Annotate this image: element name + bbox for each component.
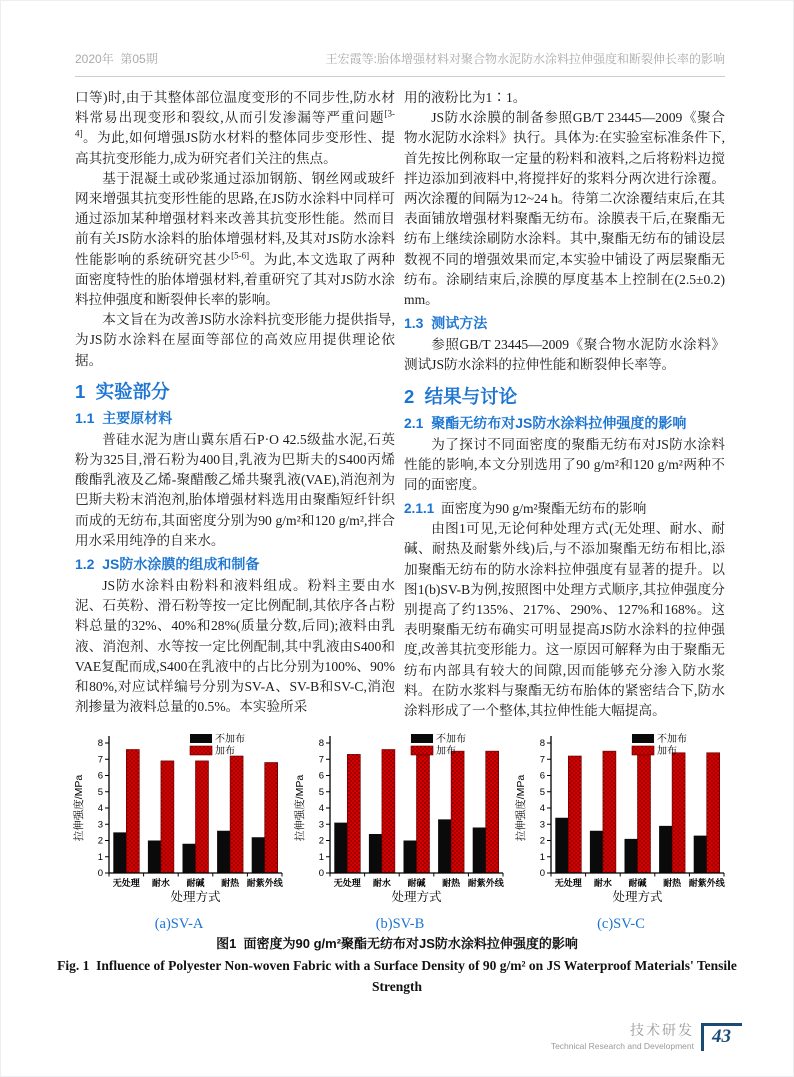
paragraph-materials: 普硅水泥为唐山冀东盾石P·O 42.5级盐水泥,石英粉为325目,滑石粉为400目,乳液为巴斯夫的S400丙烯酸酯乳液及乙烯-聚醋酸乙烯共聚乳液(VAE),消泡剂为巴斯夫粉末消泡剂,胎体增强材料选用由聚酯短纤针织而成的无纺布,其面密度分别为90 g/m²和120 g/m²,拌合用水采用纯净的自来水。	[75, 431, 395, 548]
svg-text:2: 2	[539, 835, 545, 847]
svg-text:耐热: 耐热	[442, 878, 461, 888]
header-running-title: 王宏霞等:胎体增强材料对聚合物水泥防水涂料拉伸强度和断裂伸长率的影响	[325, 52, 725, 66]
citation-ref: [5-6]	[231, 250, 250, 261]
chart-sv-b	[293, 731, 507, 933]
heading-title: 面密度为90 g/m²聚酯无纺布的影响	[434, 501, 647, 517]
chart-subcaption: (a)SV-A	[154, 916, 204, 932]
svg-text:3: 3	[318, 819, 324, 831]
page-number: 43	[701, 1023, 742, 1051]
section-heading-2: 2 结果与讨论	[404, 385, 518, 407]
svg-text:耐紫外线: 耐紫外线	[467, 878, 504, 888]
subsection-heading-1-3: 1.3 测试方法	[404, 315, 488, 332]
paragraph-text: 。为此,本文选取了两种面密度特性的胎体增强材料,着重研究了其对JS防水涂料拉伸强度和断裂伸长率的影响。	[75, 251, 395, 308]
right-column	[404, 88, 725, 721]
chart-sv-a	[72, 731, 286, 933]
svg-text:耐紫外线: 耐紫外线	[246, 878, 283, 888]
svg-text:不加布: 不加布	[657, 734, 687, 745]
svg-text:耐水: 耐水	[151, 878, 170, 888]
svg-text:不加布: 不加布	[436, 734, 466, 745]
chart-subcaption: (b)SV-B	[375, 916, 425, 932]
left-column	[75, 88, 395, 717]
subsubsection-heading-2-1-1	[404, 497, 725, 517]
subsection-heading-1-2: 1.2 JS防水涂膜的组成和制备	[75, 556, 260, 573]
svg-text:耐碱: 耐碱	[186, 878, 205, 888]
paragraph-text: 。为此,如何增强JS防水材料的整体同步变形性、提高其抗变形能力,成为研究者们关注的焦点。	[75, 130, 395, 166]
svg-text:1: 1	[97, 851, 103, 863]
svg-text:加布: 加布	[436, 746, 456, 757]
svg-text:7: 7	[539, 754, 545, 766]
svg-text:加布: 加布	[215, 746, 235, 757]
svg-text:耐碱: 耐碱	[407, 878, 426, 888]
svg-text:7: 7	[318, 754, 324, 766]
svg-text:0: 0	[539, 868, 545, 880]
svg-text:5: 5	[97, 786, 103, 798]
svg-text:1: 1	[539, 851, 545, 863]
figure-caption-english: Fig. 1 Influence of Polyester Non-woven Fabric with a Surface Density of 90 g/m² on JS Waterproof Materials' Tensile Strength	[57, 958, 741, 994]
figure-caption-chinese: 图1 面密度为90 g/m²聚酯无纺布对JS防水涂料拉伸强度的影响	[216, 936, 578, 951]
paragraph-density-intro: 为了探讨不同面密度的聚酯无纺布对JS防水涂料性能的影响,本文分别选用了90 g/m²和120 g/m²两种不同的面密度。	[404, 436, 725, 493]
subsection-heading-2-1: 2.1 聚酯无纺布对JS防水涂料拉伸强度的影响	[404, 414, 687, 431]
footer-section-chinese: 技术研发	[630, 1022, 694, 1038]
paragraph-preparation: JS防水涂膜的制备参照GB/T 23445—2009《聚合物水泥防水涂料》执行。具体为:在实验室标准条件下,首先按比例称取一定量的粉料和液料,之后将粉料边搅拌边添加到液料中,将搅拌好的浆料分两次进行涂覆。两次涂覆的间隔为12~24 h。待第二次涂覆结束后,在其表面铺放增强材料聚酯无纺布。涂膜表干后,在聚酯无纺布上继续涂刷防水涂料。其中,聚酯无纺布的铺设层数视不同的增强效果而定,本实验中铺设了两层聚酯无纺布。涂刷结束后,涂膜的厚度基本上控制在(2.5±0.2) mm。	[404, 110, 725, 308]
svg-text:处理方式: 处理方式	[612, 890, 663, 904]
svg-text:4: 4	[97, 803, 103, 815]
paragraph-intro-3: 本文旨在为改善JS防水涂料抗变形能力提供指导,为JS防水涂料在屋面等部位的高效应用提供理论依据。	[75, 312, 395, 368]
paragraph-intro-1	[75, 88, 395, 169]
svg-text:耐紫外线: 耐紫外线	[688, 878, 725, 888]
paragraph-ratio: 用的液粉比为1∶1。	[404, 90, 527, 105]
svg-text:耐热: 耐热	[663, 878, 682, 888]
svg-text:6: 6	[97, 770, 103, 782]
paragraph-composition: JS防水涂料由粉料和液料组成。粉料主要由水泥、石英粉、滑石粉等按一定比例配制,其依序各占粉料总量的32%、40%和28%(质量分数,后同);液料由乳液、消泡剂、水等按一定比例配制,其中乳液由S400和VAE复配而成,S400在乳液中的占比分别为100%、90%和80%,对应试样编号分别为SV-A、SV-B和SV-C,消泡剂掺量为液料总量的0.5%。本实验所采	[75, 578, 395, 715]
paragraph-text: 基于混凝土或砂浆通过添加钢筋、钢丝网或玻纤网来增强其抗变形性能的思路,在JS防水涂料中同样可通过添加某种增强材料来改善其抗变形性能。然而目前有关JS防水涂料的胎体增强材料,及其对JS防水涂料性能影响的系统研究甚少	[75, 170, 395, 267]
svg-text:无处理: 无处理	[333, 878, 361, 888]
svg-text:4: 4	[539, 803, 545, 815]
svg-text:拉伸强度/MPa: 拉伸强度/MPa	[515, 774, 527, 842]
chart-sv-c	[514, 731, 728, 933]
svg-text:无处理: 无处理	[554, 878, 582, 888]
svg-text:6: 6	[539, 770, 545, 782]
svg-text:2: 2	[97, 835, 103, 847]
svg-text:2: 2	[318, 835, 324, 847]
svg-text:不加布: 不加布	[215, 734, 245, 745]
svg-text:0: 0	[318, 868, 324, 880]
paragraph-test-method: 参照GB/T 23445—2009《聚合物水泥防水涂料》测试JS防水涂料的拉伸性能和断裂伸长率等。	[404, 337, 725, 373]
figure-caption	[57, 933, 741, 998]
svg-text:8: 8	[97, 738, 103, 750]
svg-text:处理方式: 处理方式	[391, 890, 442, 904]
svg-text:拉伸强度/MPa: 拉伸强度/MPa	[294, 774, 306, 842]
svg-text:耐水: 耐水	[372, 878, 391, 888]
citation-ref: [3-4]	[75, 108, 395, 139]
paragraph-text: 口等)时,由于其整体部位温度变形的不同步性,防水材料常易出现变形和裂纹,从而引发渗漏等严重问题	[75, 90, 395, 126]
svg-text:耐热: 耐热	[221, 878, 240, 888]
svg-text:加布: 加布	[657, 746, 677, 757]
footer-section	[551, 1020, 694, 1051]
page-header	[75, 50, 725, 77]
svg-text:0: 0	[97, 868, 103, 880]
paragraph-results: 由图1可见,无论何种处理方式(无处理、耐水、耐碱、耐热及耐紫外线)后,与不添加聚酯无纺布相比,添加聚酯无纺布的防水涂料拉伸强度有显著的提升。以图1(b)SV-B为例,按照图中处理方式顺序,其拉伸强度分别提高了约135%、217%、290%、127%和168%。这表明聚酯无纺布确实可明显提高JS防水涂料的拉伸强度,改善其抗变形能力。这一原因可解释为由于聚酯无纺布内部具有较大的间隙,因而能够充分渗入防水浆料。在防水浆料与聚酯无纺布胎体的紧密结合下,防水涂料形成了一个整体,其拉伸性能大幅提高。	[404, 521, 725, 719]
bar-chart-sv-b	[293, 731, 507, 914]
svg-text:8: 8	[539, 738, 545, 750]
svg-text:4: 4	[318, 803, 324, 815]
svg-text:7: 7	[97, 754, 103, 766]
svg-text:处理方式: 处理方式	[170, 890, 221, 904]
svg-text:8: 8	[318, 738, 324, 750]
bar-chart-sv-c	[514, 731, 728, 914]
footer-section-english: Technical Research and Development	[550, 1041, 694, 1051]
section-heading-1: 1 实验部分	[75, 380, 170, 402]
svg-text:3: 3	[97, 819, 103, 831]
paragraph-intro-2	[75, 169, 395, 310]
subsection-heading-1-1: 1.1 主要原材料	[75, 409, 173, 426]
svg-text:5: 5	[318, 786, 324, 798]
svg-text:3: 3	[539, 819, 545, 831]
svg-text:无处理: 无处理	[112, 878, 140, 888]
svg-text:1: 1	[318, 851, 324, 863]
svg-text:5: 5	[539, 786, 545, 798]
chart-subcaption: (c)SV-C	[597, 916, 645, 932]
figure-1-charts	[72, 731, 728, 933]
heading-number: 2.1.1	[404, 501, 435, 517]
bar-chart-sv-a	[72, 731, 286, 914]
svg-text:耐水: 耐水	[593, 878, 612, 888]
svg-text:6: 6	[318, 770, 324, 782]
header-issue: 2020年 第05期	[75, 52, 158, 66]
page-footer	[551, 1020, 742, 1051]
svg-text:耐碱: 耐碱	[628, 878, 647, 888]
svg-text:拉伸强度/MPa: 拉伸强度/MPa	[73, 774, 85, 842]
